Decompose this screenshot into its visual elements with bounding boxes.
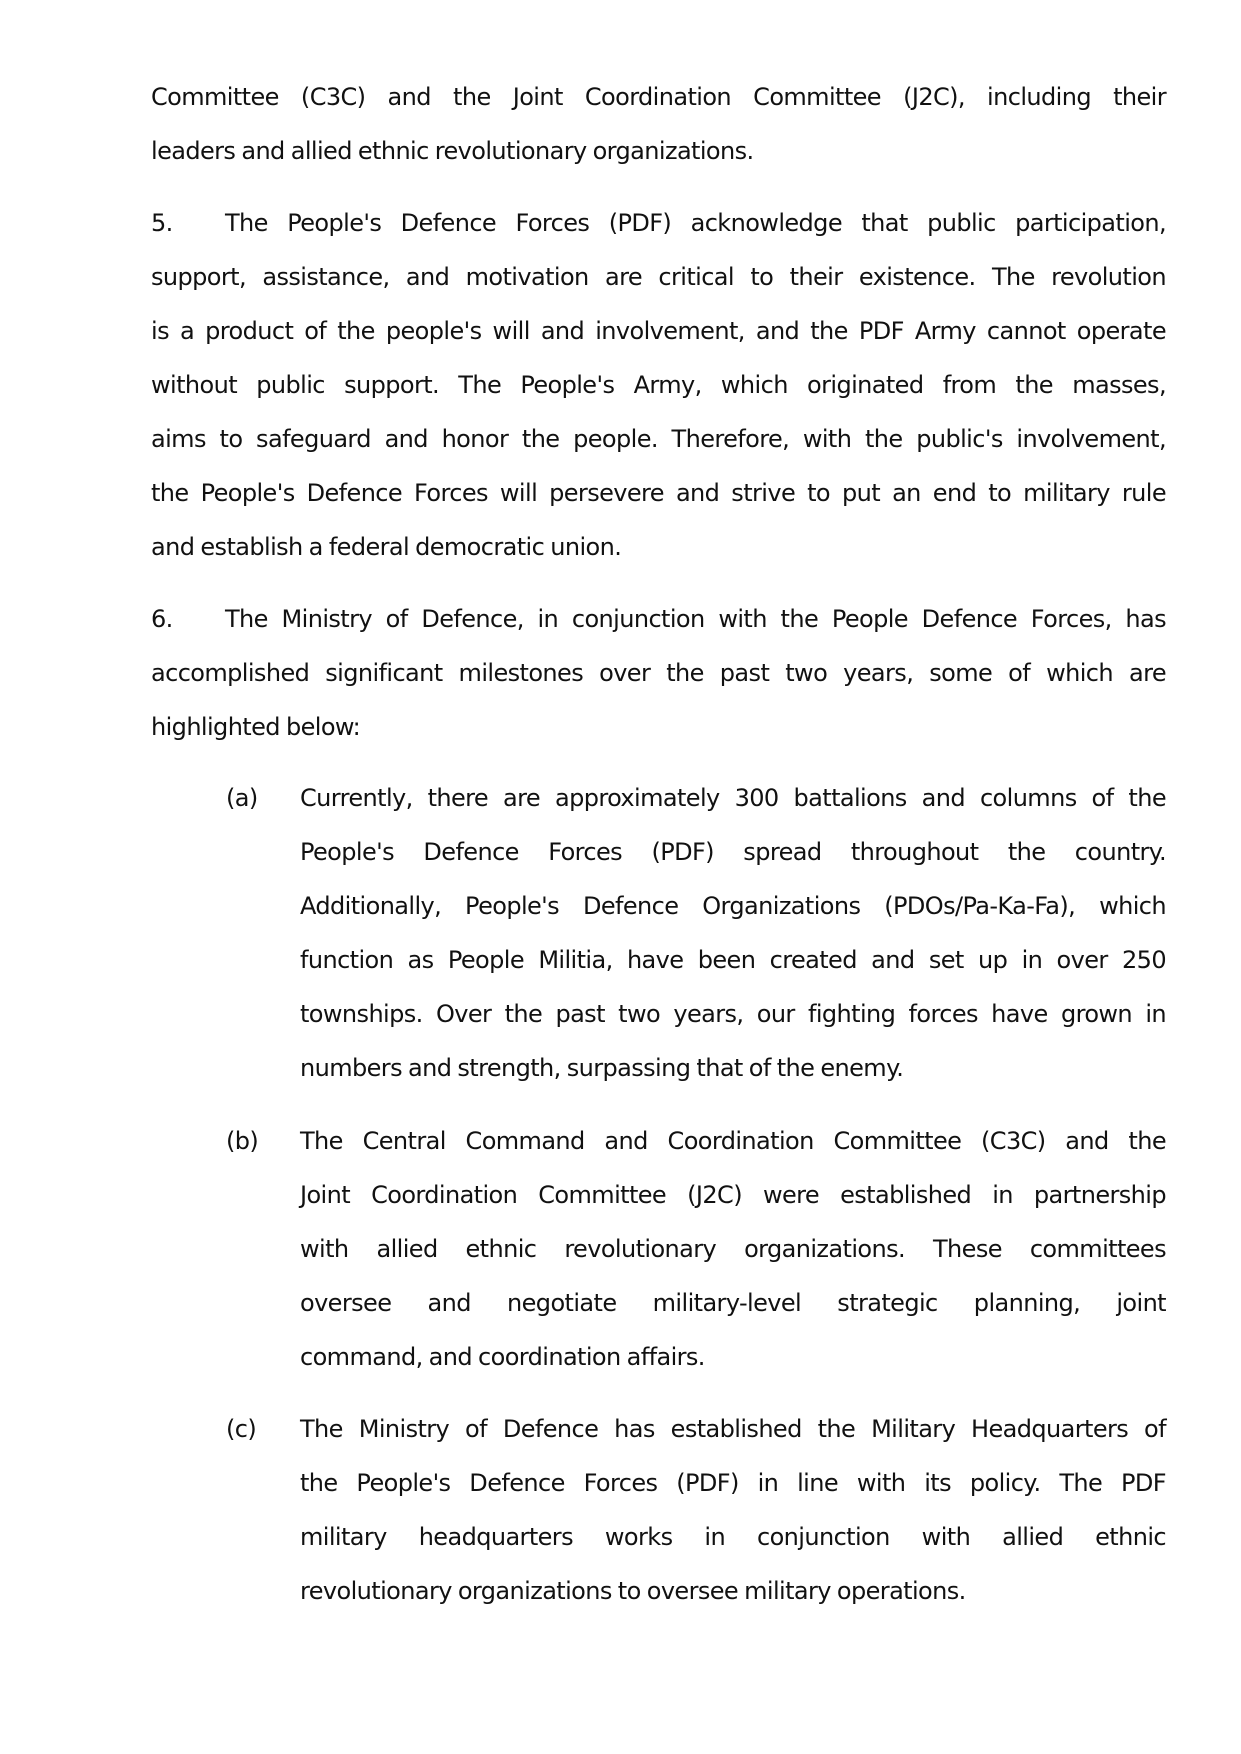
subitem-c-label: (c) [226,1415,257,1443]
subitem-c-line-3: military headquarters works in conjunction with allied ethnic [300,1523,1166,1551]
paragraph-6-line-3: highlighted below: [151,713,361,741]
subitem-a-line-6: numbers and strength, surpassing that of the enemy. [300,1054,904,1082]
subitem-a-line-2: People's Defence Forces (PDF) spread throughout the country. [300,838,1166,866]
intro-line-1: Committee (C3C) and the Joint Coordination Committee (J2C), including their [151,83,1166,111]
subitem-b-line-3: with allied ethnic revolutionary organizations. These committees [300,1235,1166,1263]
subitem-c-line-4: revolutionary organizations to oversee military operations. [300,1577,966,1605]
subitem-b-line-1: The Central Command and Coordination Committee (C3C) and the [300,1127,1166,1155]
paragraph-5-number: 5. [151,209,173,237]
paragraph-5-line-2: support, assistance, and motivation are critical to their existence. The revolution [151,263,1166,291]
paragraph-5-line-5: aims to safeguard and honor the people. Therefore, with the public's involvement, [151,425,1166,453]
subitem-a-line-4: function as People Militia, have been created and set up in over 250 [300,946,1166,974]
paragraph-5-line-3: is a product of the people's will and involvement, and the PDF Army cannot operate [151,317,1166,345]
subitem-c-line-2: the People's Defence Forces (PDF) in line with its policy. The PDF [300,1469,1166,1497]
subitem-a-label: (a) [226,784,258,812]
paragraph-5-line-4: without public support. The People's Army, which originated from the masses, [151,371,1166,399]
subitem-c-line-1: The Ministry of Defence has established the Military Headquarters of [300,1415,1166,1443]
subitem-b-line-5: command, and coordination affairs. [300,1343,705,1371]
paragraph-6-line-2: accomplished significant milestones over the past two years, some of which are [151,659,1166,687]
subitem-a-line-1: Currently, there are approximately 300 battalions and columns of the [300,784,1166,812]
paragraph-6-line-1: The Ministry of Defence, in conjunction with the People Defence Forces, has [225,605,1166,633]
subitem-b-label: (b) [226,1127,259,1155]
paragraph-6-number: 6. [151,605,173,633]
paragraph-5-line-7: and establish a federal democratic union. [151,533,622,561]
subitem-a-line-5: townships. Over the past two years, our fighting forces have grown in [300,1000,1166,1028]
subitem-b-line-2: Joint Coordination Committee (J2C) were established in partnership [300,1181,1166,1209]
paragraph-5-line-6: the People's Defence Forces will persevere and strive to put an end to military rule [151,479,1166,507]
subitem-b-line-4: oversee and negotiate military-level strategic planning, joint [300,1289,1166,1317]
paragraph-5-line-1: The People's Defence Forces (PDF) acknowledge that public participation, [225,209,1166,237]
subitem-a-line-3: Additionally, People's Defence Organizations (PDOs/Pa-Ka-Fa), which [300,892,1166,920]
intro-line-2: leaders and allied ethnic revolutionary organizations. [151,137,754,165]
